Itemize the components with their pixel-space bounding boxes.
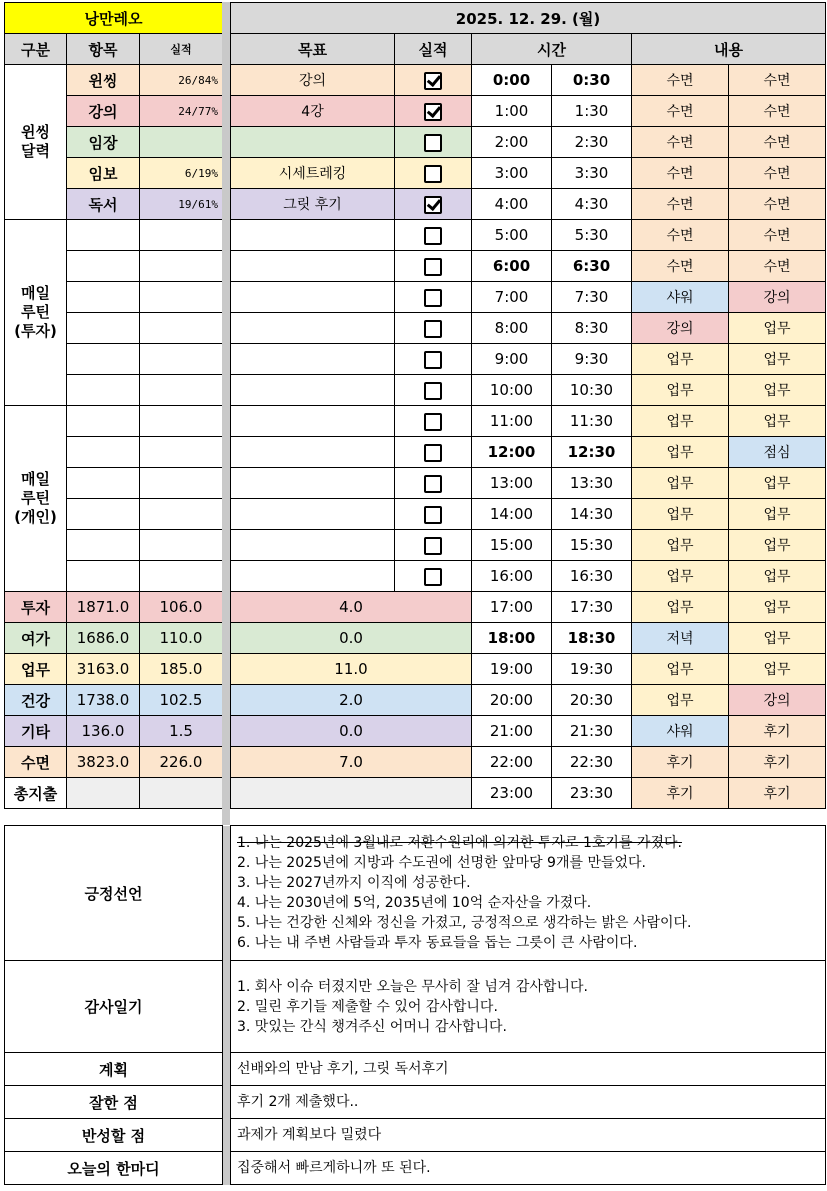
time-end: 19:30: [552, 654, 632, 685]
goal-cell[interactable]: [231, 499, 395, 530]
done-checkbox-cell[interactable]: [395, 158, 472, 189]
activity-cell[interactable]: 후기: [729, 716, 826, 747]
time-start: 19:00: [472, 654, 552, 685]
time-end: 23:30: [552, 778, 632, 809]
checkbox-icon[interactable]: [424, 537, 442, 555]
activity-cell[interactable]: 수면: [632, 189, 729, 220]
schedule-row: [231, 685, 826, 716]
item-name: 임보: [67, 158, 140, 189]
total-goal-cell[interactable]: [231, 778, 472, 809]
total-value-a: 1686.0: [67, 623, 140, 654]
done-checkbox-cell[interactable]: [395, 65, 472, 96]
total-goal-cell: 0.0: [231, 623, 472, 654]
done-checkbox-cell[interactable]: [395, 251, 472, 282]
activity-cell[interactable]: 수면: [632, 65, 729, 96]
routine-item-cell[interactable]: [67, 499, 140, 530]
activity-cell[interactable]: 점심: [729, 437, 826, 468]
time-start: 6:00: [472, 251, 552, 282]
affirmation-line: 3. 나는 2027년까지 이직에 성공한다.: [237, 875, 471, 891]
activity-cell[interactable]: 후기: [632, 747, 729, 778]
activity-cell[interactable]: 강의: [729, 685, 826, 716]
activity-cell[interactable]: 샤워: [632, 716, 729, 747]
done-checkbox-cell[interactable]: [395, 499, 472, 530]
plan-content[interactable]: 선배와의 만남 후기, 그릿 독서후기: [231, 1053, 826, 1086]
routine-item-cell[interactable]: [67, 530, 140, 561]
time-end: 2:30: [552, 127, 632, 158]
time-start: 10:00: [472, 375, 552, 406]
routine-actual-cell[interactable]: [140, 437, 223, 468]
time-start: 14:00: [472, 499, 552, 530]
item-progress: 24/77%: [140, 96, 223, 127]
header-done: 실적: [395, 34, 472, 65]
time-end: 12:30: [552, 437, 632, 468]
affirmations-label: 긍정선언: [5, 826, 223, 961]
gratitude-line: 2. 밀린 후기들 제출할 수 있어 감사합니다.: [237, 998, 498, 1015]
total-goal-cell: 11.0: [231, 654, 472, 685]
activity-cell[interactable]: 업무: [729, 468, 826, 499]
total-category: 총지출: [5, 778, 67, 809]
checkbox-icon[interactable]: [424, 196, 442, 214]
goal-text: 강의: [298, 73, 327, 89]
activity-cell[interactable]: 수면: [729, 158, 826, 189]
time-start: 16:00: [472, 561, 552, 592]
goal-text: 그릿 후기: [283, 197, 342, 213]
time-start: 13:00: [472, 468, 552, 499]
activity-cell[interactable]: 업무: [632, 499, 729, 530]
group-label-invest-routine: 매일 루틴 (투자): [5, 220, 67, 406]
time-end: 5:30: [552, 220, 632, 251]
goal-cell[interactable]: [231, 220, 395, 251]
total-category: 투자: [5, 592, 67, 623]
checkbox-icon[interactable]: [424, 568, 442, 586]
activity-cell[interactable]: 저녁: [632, 623, 729, 654]
schedule-row: [231, 282, 826, 313]
schedule-row: [231, 313, 826, 344]
reflection-label: 반성할 점: [5, 1119, 223, 1152]
routine-actual-cell[interactable]: [140, 251, 223, 282]
activity-cell[interactable]: 업무: [632, 375, 729, 406]
time-end: 18:30: [552, 623, 632, 654]
time-start: 4:00: [472, 189, 552, 220]
column-divider: [223, 826, 231, 961]
schedule-row: [231, 499, 826, 530]
item-name: 강의: [67, 96, 140, 127]
goal-cell[interactable]: [231, 127, 395, 158]
time-start: 17:00: [472, 592, 552, 623]
time-end: 8:30: [552, 313, 632, 344]
routine-actual-cell[interactable]: [140, 313, 223, 344]
time-start: 21:00: [472, 716, 552, 747]
time-end: 20:30: [552, 685, 632, 716]
schedule-row: [231, 406, 826, 437]
item-progress: 6/19%: [140, 158, 223, 189]
time-start: 7:00: [472, 282, 552, 313]
activity-cell[interactable]: 강의: [729, 282, 826, 313]
item-name: 임장: [67, 127, 140, 158]
time-start: 2:00: [472, 127, 552, 158]
header-goal: 목표: [231, 34, 395, 65]
schedule-row: [231, 654, 826, 685]
column-divider: [223, 1152, 231, 1185]
header-item: 항목: [67, 34, 140, 65]
total-category: 기타: [5, 716, 67, 747]
goal-cell[interactable]: [231, 189, 395, 220]
journal-section: [4, 825, 825, 1189]
activity-cell[interactable]: 수면: [729, 65, 826, 96]
total-goal-cell: 2.0: [231, 685, 472, 716]
done-checkbox-cell[interactable]: [395, 313, 472, 344]
activity-cell[interactable]: 수면: [632, 127, 729, 158]
time-start: 8:00: [472, 313, 552, 344]
schedule-row: [231, 561, 826, 592]
affirmation-line: 4. 나는 2030년에 5억, 2035년에 10억 순자산을 가졌다.: [237, 895, 592, 911]
header-actual: 실적: [140, 34, 223, 65]
total-value-b[interactable]: [140, 778, 223, 809]
time-end: 7:30: [552, 282, 632, 313]
total-category: 여가: [5, 623, 67, 654]
total-category: 수면: [5, 747, 67, 778]
header-category: 구분: [5, 34, 67, 65]
time-end: 21:30: [552, 716, 632, 747]
done-checkbox-cell[interactable]: [395, 96, 472, 127]
activity-cell[interactable]: 업무: [729, 499, 826, 530]
goal-cell[interactable]: [231, 158, 395, 189]
routine-item-cell[interactable]: [67, 313, 140, 344]
routine-item-cell[interactable]: [67, 437, 140, 468]
activity-cell[interactable]: 강의: [632, 313, 729, 344]
schedule-row: [231, 220, 826, 251]
time-end: 15:30: [552, 530, 632, 561]
done-checkbox-cell[interactable]: [395, 468, 472, 499]
checkbox-icon[interactable]: [424, 227, 442, 245]
goal-cell[interactable]: [231, 282, 395, 313]
time-end: 6:30: [552, 251, 632, 282]
checkbox-icon[interactable]: [424, 444, 442, 462]
schedule-table: [230, 2, 826, 809]
schedule-row: [231, 375, 826, 406]
total-value-b: 102.5: [140, 685, 223, 716]
planner-title: 낭만레오: [5, 3, 223, 34]
gratitude-label: 감사일기: [5, 961, 223, 1053]
activity-cell[interactable]: 수면: [632, 158, 729, 189]
schedule-row: [231, 189, 826, 220]
schedule-row: [231, 251, 826, 282]
time-end: 4:30: [552, 189, 632, 220]
time-end: 11:30: [552, 406, 632, 437]
time-end: 22:30: [552, 747, 632, 778]
total-value-b: 106.0: [140, 592, 223, 623]
good-points-content[interactable]: 후기 2개 제출했다..: [231, 1086, 826, 1119]
total-goal-cell: 7.0: [231, 747, 472, 778]
activity-cell[interactable]: 업무: [632, 344, 729, 375]
total-value-a: 1738.0: [67, 685, 140, 716]
checkbox-icon[interactable]: [424, 72, 442, 90]
daily-word-content[interactable]: 집중해서 빠르게하니까 또 된다.: [231, 1152, 826, 1185]
activity-cell[interactable]: 수면: [729, 189, 826, 220]
item-name: 독서: [67, 189, 140, 220]
activity-cell[interactable]: 업무: [632, 530, 729, 561]
schedule-row: [231, 778, 826, 809]
total-value-a: 136.0: [67, 716, 140, 747]
checkbox-icon[interactable]: [424, 382, 442, 400]
schedule-row: [231, 716, 826, 747]
time-start: 12:00: [472, 437, 552, 468]
checkbox-icon[interactable]: [424, 506, 442, 524]
activity-cell[interactable]: 업무: [632, 685, 729, 716]
time-start: 3:00: [472, 158, 552, 189]
affirmation-line: 6. 나는 내 주변 사람들과 투자 동료들을 돕는 그릇이 큰 사람이다.: [237, 935, 638, 951]
time-start: 15:00: [472, 530, 552, 561]
schedule-row: [231, 96, 826, 127]
total-value-b: 1.5: [140, 716, 223, 747]
done-checkbox-cell[interactable]: [395, 189, 472, 220]
header-time: 시간: [472, 34, 632, 65]
total-value-b: 110.0: [140, 623, 223, 654]
activity-cell[interactable]: 업무: [729, 406, 826, 437]
planner-sheet: [4, 2, 825, 1189]
schedule-row: [231, 437, 826, 468]
goal-text: 4강: [301, 104, 324, 120]
checkbox-icon[interactable]: [424, 289, 442, 307]
column-divider: [223, 1086, 231, 1119]
routine-actual-cell[interactable]: [140, 468, 223, 499]
routine-item-cell[interactable]: [67, 375, 140, 406]
activity-cell[interactable]: 업무: [632, 468, 729, 499]
time-end: 13:30: [552, 468, 632, 499]
goal-cell[interactable]: [231, 96, 395, 127]
activity-cell[interactable]: 수면: [729, 220, 826, 251]
time-end: 3:30: [552, 158, 632, 189]
reflection-content[interactable]: 과제가 계획보다 밀렸다: [231, 1119, 826, 1152]
goal-cell[interactable]: [231, 375, 395, 406]
gratitude-line: 3. 맛있는 간식 챙겨주신 어머니 감사합니다.: [237, 1018, 507, 1035]
time-start: 0:00: [472, 65, 552, 96]
done-checkbox-cell[interactable]: [395, 344, 472, 375]
checkbox-icon[interactable]: [424, 320, 442, 338]
goal-cell[interactable]: [231, 344, 395, 375]
activity-cell[interactable]: 후기: [729, 778, 826, 809]
schedule-row: [231, 158, 826, 189]
time-end: 10:30: [552, 375, 632, 406]
group-label-personal-routine: 매일 루틴 (개인): [5, 406, 67, 592]
time-start: 18:00: [472, 623, 552, 654]
header-content: 내용: [632, 34, 826, 65]
activity-cell[interactable]: 후기: [632, 778, 729, 809]
time-end: 9:30: [552, 344, 632, 375]
affirmations-content[interactable]: [231, 826, 826, 961]
time-end: 17:30: [552, 592, 632, 623]
item-progress: 26/84%: [140, 65, 223, 96]
affirmation-line: 5. 나는 건강한 신체와 정신을 가졌고, 긍정적으로 생각하는 밝은 사람이다.: [237, 915, 692, 931]
checkbox-icon[interactable]: [424, 413, 442, 431]
item-progress: 19/61%: [140, 189, 223, 220]
checkbox-icon[interactable]: [424, 475, 442, 493]
total-value-b: 226.0: [140, 747, 223, 778]
goal-cell[interactable]: [231, 530, 395, 561]
activity-cell[interactable]: 샤워: [632, 282, 729, 313]
activity-cell[interactable]: 업무: [729, 561, 826, 592]
total-value-a: 1871.0: [67, 592, 140, 623]
routine-actual-cell[interactable]: [140, 406, 223, 437]
goal-text: 시세트레킹: [278, 166, 347, 182]
activity-cell[interactable]: 업무: [632, 437, 729, 468]
total-category: 건강: [5, 685, 67, 716]
schedule-row: [231, 65, 826, 96]
group-label-calendar: 윈씽 달력: [5, 65, 67, 220]
time-start: 23:00: [472, 778, 552, 809]
time-start: 9:00: [472, 344, 552, 375]
routine-actual-cell[interactable]: [140, 499, 223, 530]
activity-cell[interactable]: 업무: [729, 654, 826, 685]
done-checkbox-cell[interactable]: [395, 375, 472, 406]
affirmation-line: 2. 나는 2025년에 지방과 수도권에 선명한 앞마당 9개를 만들었다.: [237, 855, 646, 871]
checkbox-icon[interactable]: [424, 103, 442, 121]
routine-item-cell[interactable]: [67, 220, 140, 251]
time-end: 16:30: [552, 561, 632, 592]
goal-cell[interactable]: [231, 437, 395, 468]
total-value-b: 185.0: [140, 654, 223, 685]
right-panel: [230, 2, 825, 825]
done-checkbox-cell[interactable]: [395, 561, 472, 592]
routine-item-cell[interactable]: [67, 282, 140, 313]
routine-item-cell[interactable]: [67, 344, 140, 375]
done-checkbox-cell[interactable]: [395, 282, 472, 313]
activity-cell[interactable]: 업무: [632, 654, 729, 685]
routine-actual-cell[interactable]: [140, 375, 223, 406]
daily-word-label: 오늘의 한마디: [5, 1152, 223, 1185]
goal-cell[interactable]: [231, 406, 395, 437]
routine-actual-cell[interactable]: [140, 530, 223, 561]
activity-cell[interactable]: 업무: [632, 406, 729, 437]
done-checkbox-cell[interactable]: [395, 406, 472, 437]
left-table: [4, 2, 223, 809]
time-start: 5:00: [472, 220, 552, 251]
checkbox-icon[interactable]: [424, 165, 442, 183]
plan-label: 계획: [5, 1053, 223, 1086]
checkbox-icon[interactable]: [424, 351, 442, 369]
goal-cell[interactable]: [231, 65, 395, 96]
activity-cell[interactable]: 후기: [729, 747, 826, 778]
done-checkbox-cell[interactable]: [395, 530, 472, 561]
activity-cell[interactable]: 업무: [729, 623, 826, 654]
done-checkbox-cell[interactable]: [395, 220, 472, 251]
activity-cell[interactable]: 수면: [632, 251, 729, 282]
item-name: 윈씽: [67, 65, 140, 96]
checkbox-icon[interactable]: [424, 258, 442, 276]
checkbox-icon[interactable]: [424, 134, 442, 152]
activity-cell[interactable]: 수면: [729, 251, 826, 282]
activity-cell[interactable]: 업무: [632, 561, 729, 592]
activity-cell[interactable]: 업무: [729, 344, 826, 375]
routine-item-cell[interactable]: [67, 406, 140, 437]
schedule-row: [231, 592, 826, 623]
time-end: 0:30: [552, 65, 632, 96]
total-value-a: 3823.0: [67, 747, 140, 778]
routine-item-cell[interactable]: [67, 468, 140, 499]
journal-table: [4, 825, 826, 1185]
good-points-label: 잘한 점: [5, 1086, 223, 1119]
routine-actual-cell[interactable]: [140, 220, 223, 251]
date-header: 2025. 12. 29. (월): [231, 3, 826, 34]
item-progress: [140, 127, 223, 158]
done-checkbox-cell[interactable]: [395, 127, 472, 158]
total-category: 업무: [5, 654, 67, 685]
time-end: 14:30: [552, 499, 632, 530]
schedule-row: [231, 747, 826, 778]
schedule-row: [231, 623, 826, 654]
time-start: 11:00: [472, 406, 552, 437]
goal-cell[interactable]: [231, 561, 395, 592]
activity-cell[interactable]: 수면: [632, 96, 729, 127]
schedule-row: [231, 468, 826, 499]
total-value-a[interactable]: [67, 778, 140, 809]
time-start: 1:00: [472, 96, 552, 127]
column-divider: [223, 961, 231, 1053]
total-goal-cell: 4.0: [231, 592, 472, 623]
routine-item-cell[interactable]: [67, 251, 140, 282]
total-goal-cell: 0.0: [231, 716, 472, 747]
goal-cell[interactable]: [231, 251, 395, 282]
goal-cell[interactable]: [231, 468, 395, 499]
activity-cell[interactable]: 수면: [729, 127, 826, 158]
goal-cell[interactable]: [231, 313, 395, 344]
column-divider: [222, 2, 230, 825]
column-divider: [223, 1053, 231, 1086]
schedule-row: [231, 127, 826, 158]
activity-cell[interactable]: 업무: [632, 592, 729, 623]
routine-item-cell[interactable]: [67, 561, 140, 592]
activity-cell[interactable]: 업무: [729, 313, 826, 344]
activity-cell[interactable]: 업무: [729, 530, 826, 561]
time-end: 1:30: [552, 96, 632, 127]
column-divider: [223, 1119, 231, 1152]
routine-actual-cell[interactable]: [140, 561, 223, 592]
time-start: 22:00: [472, 747, 552, 778]
gratitude-line: 1. 회사 이슈 터졌지만 오늘은 무사히 잘 넘겨 감사합니다.: [237, 978, 588, 995]
time-start: 20:00: [472, 685, 552, 716]
activity-cell[interactable]: 수면: [729, 96, 826, 127]
activity-cell[interactable]: 수면: [632, 220, 729, 251]
activity-cell[interactable]: 업무: [729, 375, 826, 406]
total-value-a: 3163.0: [67, 654, 140, 685]
schedule-row: [231, 530, 826, 561]
gratitude-content[interactable]: [231, 961, 826, 1053]
routine-actual-cell[interactable]: [140, 344, 223, 375]
schedule-row: [231, 344, 826, 375]
affirmation-line: 1. 나는 2025년에 3월내로 저환수원리에 의거한 투자로 1호기를 가졌다.: [237, 835, 682, 851]
routine-actual-cell[interactable]: [140, 282, 223, 313]
done-checkbox-cell[interactable]: [395, 437, 472, 468]
activity-cell[interactable]: 업무: [729, 592, 826, 623]
